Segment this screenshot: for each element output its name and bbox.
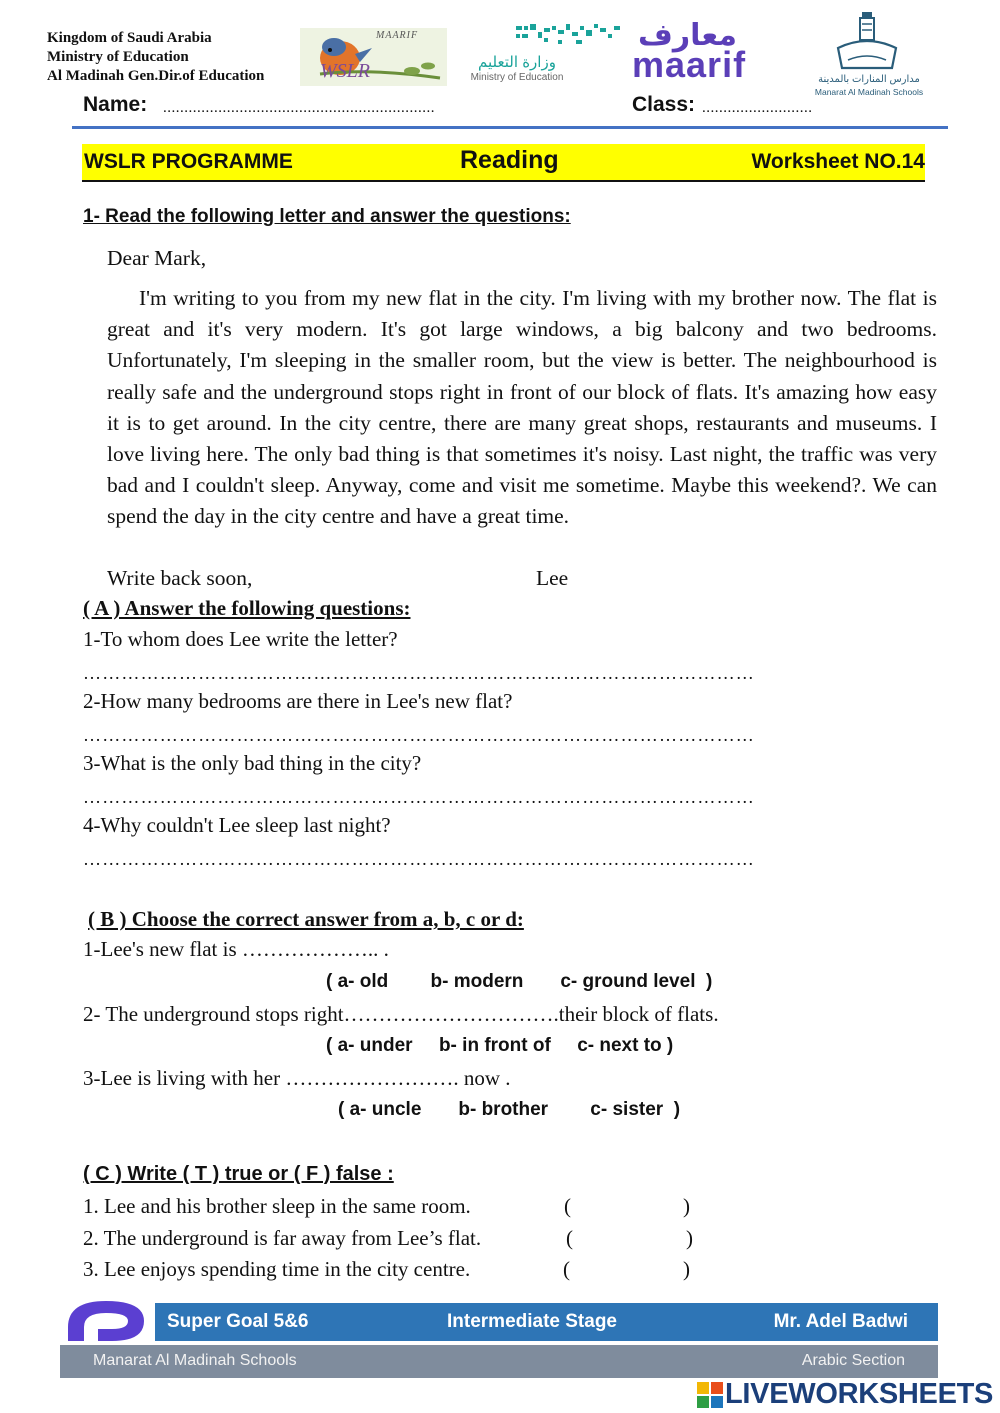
partA-question-4: 4-Why couldn't Lee sleep last night?	[83, 813, 391, 837]
partB-question-1: 1-Lee's new flat is ……………….. .	[83, 937, 389, 961]
moe-arabic: وزارة التعليم	[478, 54, 556, 71]
partB-heading: ( B ) Choose the correct answer from a, b, c or d:	[88, 907, 524, 931]
programme-title: WSLR PROGRAMME	[84, 150, 293, 173]
maarif-arabic: معارف	[638, 19, 737, 52]
partC-close-2: )	[686, 1226, 693, 1250]
name-field[interactable]: ................................................................	[163, 100, 435, 116]
partA-answer-3[interactable]: ……………………………………………………………………………………………	[83, 787, 755, 807]
liveworksheets-logo-icon	[697, 1382, 723, 1408]
partB-options-1[interactable]: ( a- old b- modern c- ground level )	[326, 971, 713, 992]
partC-answer-1[interactable]	[580, 1196, 678, 1220]
header-directorate: Al Madinah Gen.Dir.of Education	[47, 68, 265, 84]
wslr-script: MAARIF	[376, 30, 419, 41]
partC-heading: ( C ) Write ( T ) true or ( F ) false :	[83, 1163, 394, 1185]
manarat-logo	[796, 8, 942, 100]
partA-answer-1[interactable]: ……………………………………………………………………………………………	[83, 663, 755, 683]
partA-question-2: 2-How many bedrooms are there in Lee's new flat?	[83, 689, 513, 713]
class-label: Class:	[632, 93, 696, 116]
partC-statement-1: 1. Lee and his brother sleep in the same room.	[83, 1194, 471, 1218]
letter-body: I'm writing to you from my new flat in the city. I'm living with my brother now. The flat is great and it's very modern. It's got large windows, a big balcony and two bedrooms. Unfortunately, I'm sleeping in the smaller room, but the view is better. The neighbourhood is really safe and the underground stops right in front of our block of flats. It's amazing how easy it is to get around. In the city centre, there are many great shops, restaurants and museums. I love living here. The only bad thing is that sometimes it's noisy. Last night, the traffic was very bad and I couldn't sleep. Anyway, come and visit me sometime. Maybe this weekend?. We can spend the day in the city centre and have a great time.	[107, 286, 937, 529]
partA-question-1: 1-To whom does Lee write the letter?	[83, 627, 398, 651]
liveworksheets-text: LIVEWORKSHEETS	[725, 1378, 994, 1410]
wslr-logo	[300, 28, 447, 86]
header-ministry: Ministry of Education	[47, 49, 189, 65]
partC-open-2: (	[566, 1226, 573, 1250]
manarat-arabic: مدارس المنارات بالمدينة	[818, 74, 920, 85]
moe-dots-icon	[514, 22, 624, 50]
partC-close-3: )	[683, 1257, 690, 1281]
footer-brand-icon	[62, 1293, 154, 1345]
partC-statement-3: 3. Lee enjoys spending time in the city centre.	[83, 1257, 471, 1281]
footer-bar	[155, 1303, 938, 1341]
partC-statement-2: 2. The underground is far away from Lee’s flat.	[83, 1226, 482, 1250]
partC-close-1: )	[683, 1194, 690, 1218]
footer-school-bar	[60, 1345, 938, 1378]
partC-open-3: (	[563, 1257, 570, 1281]
partA-question-3: 3-What is the only bad thing in the city?	[83, 751, 422, 775]
wslr-text: WSLR	[320, 60, 370, 82]
title-bar	[82, 144, 925, 182]
worksheet-number: Worksheet NO.14	[751, 150, 925, 173]
moe-logo	[466, 22, 616, 86]
subject-title: Reading	[460, 146, 559, 174]
header-divider	[72, 126, 948, 129]
maarif-logo	[630, 19, 780, 85]
letter-signature: Lee	[536, 566, 569, 590]
name-label: Name:	[83, 93, 148, 116]
partC-open-1: (	[564, 1194, 571, 1218]
partB-options-2[interactable]: ( a- under b- in front of c- next to )	[326, 1035, 674, 1056]
section1-instruction: 1- Read the following letter and answer the questions:	[83, 206, 571, 227]
class-field[interactable]: ..........................	[702, 100, 813, 116]
partA-answer-2[interactable]: ……………………………………………………………………………………………	[83, 725, 755, 745]
liveworksheets-watermark	[697, 1379, 997, 1411]
partB-question-3: 3-Lee is living with her ……………………. now .	[83, 1066, 511, 1090]
footer-teacher: Mr. Adel Badwi	[773, 1311, 908, 1332]
partC-answer-2[interactable]	[582, 1228, 680, 1252]
minaret-icon	[832, 8, 902, 72]
letter-greeting: Dear Mark,	[107, 246, 207, 270]
partA-heading: ( A ) Answer the following questions:	[83, 596, 411, 620]
moe-english: Ministry of Education	[470, 72, 564, 83]
partC-answer-3[interactable]	[579, 1259, 677, 1283]
footer-section: Arabic Section	[801, 1352, 905, 1369]
letter-closing: Write back soon,	[107, 566, 253, 590]
footer-school: Manarat Al Madinah Schools	[93, 1352, 297, 1369]
footer-stage: Intermediate Stage	[447, 1311, 617, 1332]
manarat-english: Manarat Al Madinah Schools	[814, 87, 924, 97]
maarif-latin: maarif	[632, 44, 747, 85]
partB-options-3[interactable]: ( a- uncle b- brother c- sister )	[338, 1099, 681, 1120]
partA-answer-4[interactable]: ……………………………………………………………………………………………	[83, 849, 755, 869]
partB-question-2: 2- The underground stops right………………………….their block of flats.	[83, 1002, 719, 1026]
footer-book: Super Goal 5&6	[167, 1311, 309, 1332]
header-kingdom: Kingdom of Saudi Arabia	[47, 30, 212, 46]
